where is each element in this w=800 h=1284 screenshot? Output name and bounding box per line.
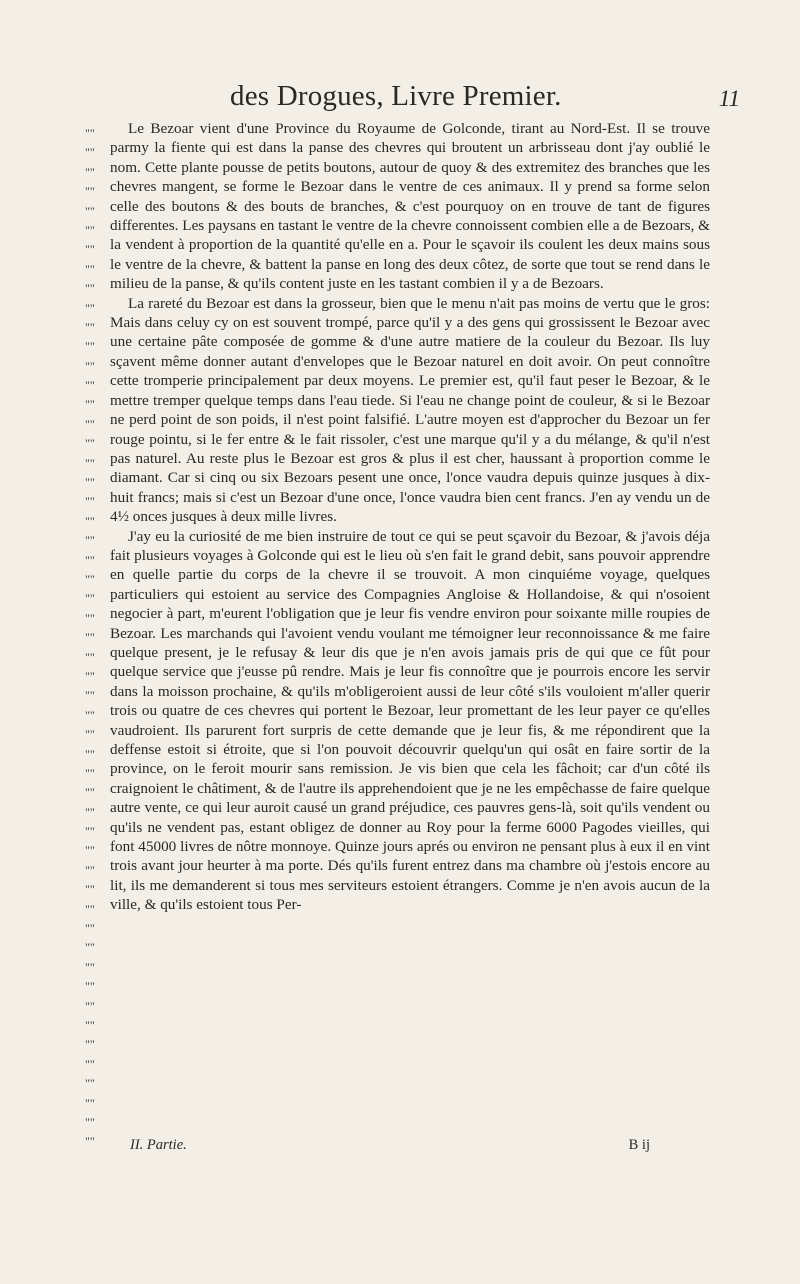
quotation-mark: "" [85, 513, 95, 528]
quotation-mark: "" [85, 358, 95, 373]
paragraph-golconde-inquiry: J'ay eu la curiosité de me bien instruire de tout ce qui se peut sçavoir du Bezoar, & j'avois déja fait plusieurs voyages à Golconde qui est le lieu où s'en fait le grand debit, sans pouvoir apprendre en quelle partie du corps de la chevre il se trouvoit. A mon cinquiéme voyage, quelques particuliers qui estoient au service des Compagnies Angloise & Hollandoise, & qui n'osoient negocier à part, m'eurent l'obligation que je leur fis vendre environ pour soixante mille roupies de Bezoar. Les marchands qui l'avoient vendu voulant me témoigner leur reconnoissance & me faire quelque present, je le refusay & leur dis que je n'en avois jamais pris de qui que ce fût pour quelque service que j'eusse pû rendre. Mais je leur fis connoître que je pourrois encore les servir dans la moisson prochaine, & qu'ils m'obligeroient aussi de leur côté s'ils vouloient m'aller querir trois ou quatre de ces chevres qui portent le Bezoar, leur promettant de les leur payer ce qu'elles vaudroient. Ils parurent fort surpris de cette demande que je leur fis, & me répondirent que la deffense estoit si étroite, que si l'on pouvoit découvrir quelqu'un qui osât en faire sortir de la province, on le feroit mourir sans remission. Je vis bien que cela les fâchoit; car d'un côté ils craignoient le châtiment, & de l'autre ils apprehendoient que je ne les empêchasse de faire quelque autre vente, ce qui leur auroit causé un grand préjudice, ces pauvres gens-là, soit qu'ils vendent ou qu'ils ne vendent pas, estant obligez de donner au Roy pour la ferme 6000 Pagodes vieilles, qui font 45000 livres de nôtre monnoye. Quinze jours aprés ou environ ne pensant plus à eux il en vint trois avant jour heurter à ma porte. Dés qu'ils furent entrez dans ma chambre où j'estois encore au lit, ils me demanderent si tous mes serviteurs estoient étrangers. Comme je n'en avois aucun de la ville, & qu'ils estoient tous Per- [110, 527, 710, 914]
quotation-mark: "" [85, 571, 95, 586]
quotation-mark: "" [85, 630, 95, 645]
quotation-mark: "" [85, 261, 95, 276]
quotation-mark: "" [85, 921, 95, 936]
quotation-mark: "" [85, 901, 95, 916]
page-header [60, 80, 740, 120]
quotation-mark: "" [85, 203, 95, 218]
quotation-mark: "" [85, 862, 95, 877]
body-text [110, 119, 710, 915]
quotation-mark: "" [85, 882, 95, 897]
quotation-mark: "" [85, 940, 95, 955]
quotation-mark: "" [85, 281, 95, 296]
quotation-mark: "" [85, 436, 95, 451]
quotation-mark: "" [85, 1037, 95, 1052]
quotation-mark: "" [85, 1095, 95, 1110]
quotation-mark: "" [85, 843, 95, 858]
quotation-mark: "" [85, 455, 95, 470]
quotation-mark: "" [85, 998, 95, 1013]
quotation-mark: "" [85, 339, 95, 354]
paragraph-bezoar-rarity: La rareté du Bezoar est dans la grosseur, bien que le menu n'ait pas moins de vertu que le gros: Mais dans celuy cy on est souvent trompé, parce qu'il y a des gens qui grossissent le Bezoar avec une certaine pâte composée de gomme & d'une autre matiere de la couleur du Bezoar. Ils luy sçavent même donner autant d'envelopes que le Bezoar naturel en doit avoir. On peut connoître cette tromperie principalement par deux moyens. Le premier est, qu'il faut peser le Bezoar, & le mettre tremper quelque temps dans l'eau tiede. Si l'eau ne change point de couleur, & si le Bezoar ne perd point de son poids, il n'est point falsifié. L'autre moyen est d'approcher du Bezoar un fer rouge pointu, si le fer entre & le fait rissoler, c'est une marque qu'il y a du mélange, & qu'il n'est pas naturel. Au reste plus le Bezoar est gros & plus il est cher, haussant à proportion comme le diamant. Car si cinq ou six Bezoars pesent une once, l'once vaudra depuis quinze jusques à dix-huit francs; mais si c'est un Bezoar d'une once, l'once vaudra bien cent francs. J'en ay vendu un de 4½ onces jusques à deux mille livres. [110, 294, 710, 526]
quotation-mark: "" [85, 1076, 95, 1091]
paragraph-bezoar-origin: Le Bezoar vient d'une Province du Royaume de Golconde, tirant au Nord-Est. Il se trouve parmy la fiente qui est dans la panse des chevres qui broutent un arbrisseau dont j'ay oublié le nom. Cette plante pousse de petits boutons, autour de quoy & des extremitez des branches que les chevres mangent, se forme le Bezoar dans le ventre de ces animaux. Il y prend sa forme selon celle des boutons & des bouts de branches, & c'est pourquoy on en trouve de tant de figures differentes. Les paysans en tastant le ventre de la chevre connoissent combien elle a de Bezoars, & la vendent à proportion de la quantité qu'elle en a. Pour le sçavoir ils coulent les deux mains sous le ventre de la chevre, & battent la panse en long des deux côtez, de sorte que tout se rend dans le milieu de la panse, & qu'ils content juste en les tastant combien il y a de Bezoars. [110, 120, 710, 293]
quotation-mark: "" [85, 1114, 95, 1129]
quotation-mark: "" [85, 1134, 95, 1149]
quotation-mark: "" [85, 804, 95, 819]
quotation-mark: "" [85, 707, 95, 722]
page-footer [130, 1137, 650, 1159]
sheet-signature: B ij [628, 1137, 650, 1153]
quotation-mark: "" [85, 184, 95, 199]
quotation-mark: "" [85, 785, 95, 800]
quotation-mark: "" [85, 746, 95, 761]
quotation-mark: "" [85, 959, 95, 974]
quotation-mark: "" [85, 824, 95, 839]
quotation-mark: "" [85, 164, 95, 179]
running-title: des Drogues, Livre Premier. [230, 80, 562, 112]
quotation-mark: "" [85, 242, 95, 257]
quotation-mark: "" [85, 378, 95, 393]
quotation-mark: "" [85, 668, 95, 683]
quotation-mark: "" [85, 494, 95, 509]
quotation-mark: "" [85, 1056, 95, 1071]
quotation-mark: "" [85, 397, 95, 412]
quotation-mark: "" [85, 688, 95, 703]
part-signature: II. Partie. [130, 1137, 187, 1153]
page-number: 11 [718, 86, 740, 111]
quotation-mark: "" [85, 552, 95, 567]
quotation-mark: "" [85, 649, 95, 664]
quotation-mark: "" [85, 222, 95, 237]
quotation-mark: "" [85, 126, 95, 140]
quotation-mark: "" [85, 145, 95, 160]
quotation-mark: "" [85, 475, 95, 490]
quotation-mark: "" [85, 610, 95, 625]
quotation-mark: "" [85, 416, 95, 431]
quotation-mark: "" [85, 319, 95, 334]
quotation-mark: "" [85, 727, 95, 742]
quotation-mark: "" [85, 979, 95, 994]
quotation-mark: "" [85, 591, 95, 606]
quotation-mark: "" [85, 533, 95, 548]
quotation-mark: "" [85, 1017, 95, 1032]
margin-quotation-marks [85, 124, 107, 1152]
quotation-mark: "" [85, 300, 95, 315]
quotation-mark: "" [85, 765, 95, 780]
